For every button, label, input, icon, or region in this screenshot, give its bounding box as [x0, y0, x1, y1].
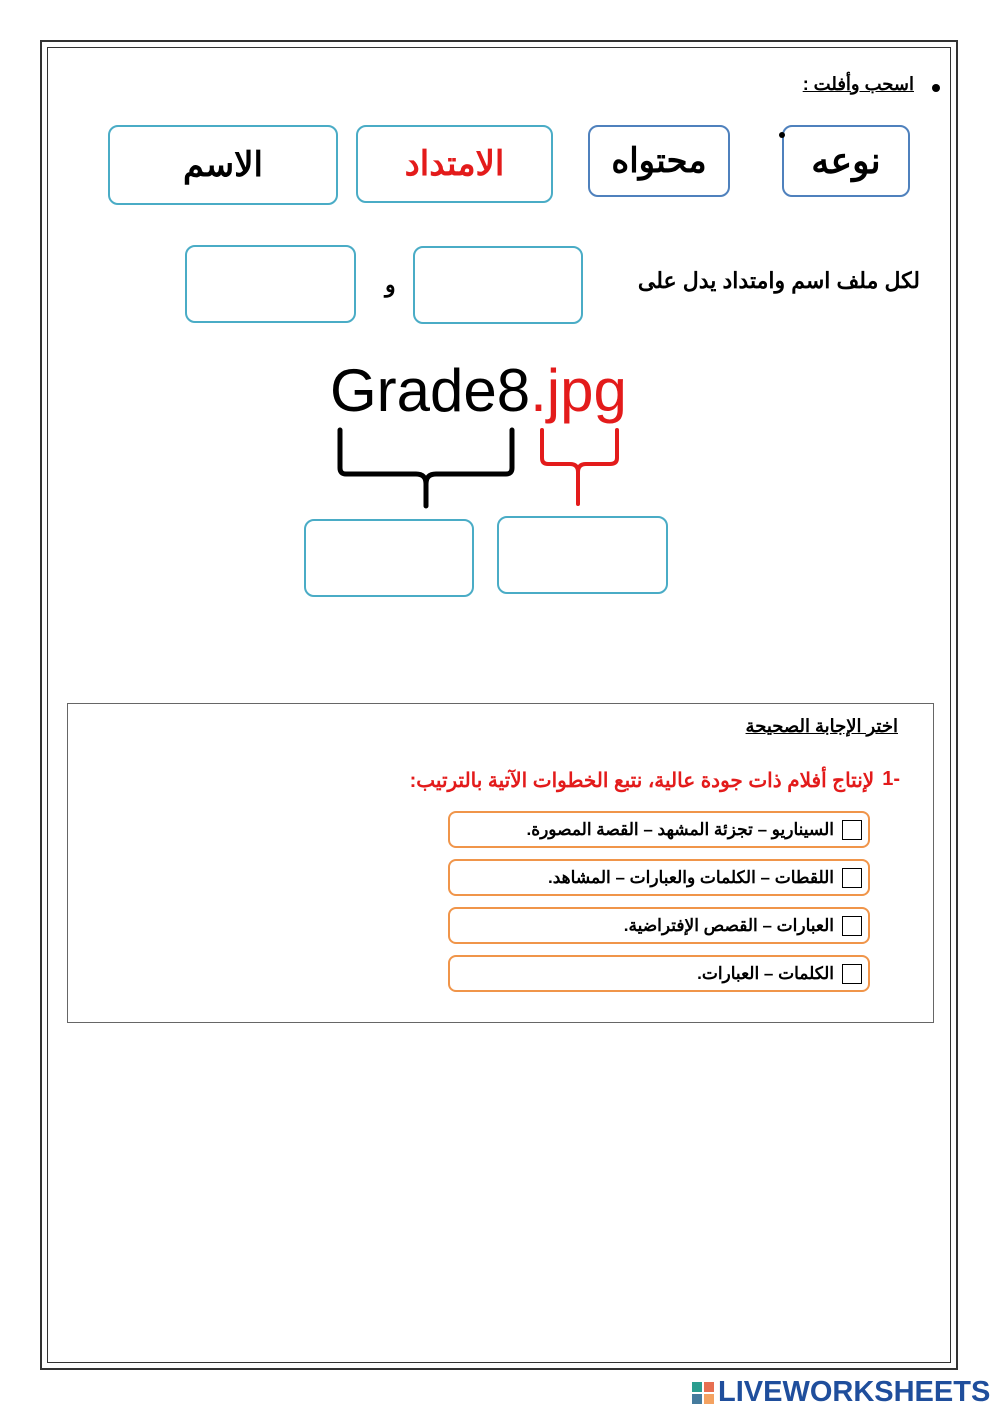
word-card-content[interactable]	[588, 125, 730, 197]
answer-option-4[interactable]	[448, 955, 870, 992]
brand-name: LIVEWORKSHEETS	[718, 1376, 991, 1408]
example-filename	[330, 358, 627, 424]
word-card-name[interactable]	[108, 125, 338, 205]
option-label: الكلمات – العبارات.	[697, 963, 834, 983]
logo-grid-icon	[692, 1382, 714, 1404]
name-brace	[340, 430, 512, 506]
quiz-title: اختر الإجابة الصحيحة	[745, 716, 898, 736]
word-card-type[interactable]	[782, 125, 910, 197]
filename-extension: .jpg	[530, 357, 627, 424]
word-card-label: الامتداد	[404, 145, 505, 183]
liveworksheets-logo	[692, 1376, 990, 1409]
word-card-label: نوعه	[811, 140, 881, 181]
extension-brace	[542, 430, 617, 504]
checkbox-icon[interactable]	[842, 916, 862, 936]
stray-dot	[779, 132, 785, 138]
drop-zone-extension[interactable]	[497, 516, 668, 594]
file-sentence: لكل ملف اسم وامتداد يدل على	[637, 268, 920, 293]
drop-zone-name[interactable]	[304, 519, 474, 597]
brace-diagram	[330, 424, 630, 514]
answer-option-1[interactable]	[448, 811, 870, 848]
word-card-extension[interactable]	[356, 125, 553, 203]
question-number: -1	[882, 768, 900, 790]
question-1	[410, 768, 900, 793]
checkbox-icon[interactable]	[842, 964, 862, 984]
drag-drop-heading: اسحب وأفلت :	[802, 74, 914, 94]
question-text: لإنتاج أفلام ذات جودة عالية، نتبع الخطوات الآتية بالترتيب:	[409, 770, 875, 792]
drop-zone-1[interactable]	[413, 246, 583, 324]
checkbox-icon[interactable]	[842, 820, 862, 840]
drop-zone-2[interactable]	[185, 245, 356, 323]
word-card-label: محتواه	[611, 142, 707, 180]
checkbox-icon[interactable]	[842, 868, 862, 888]
answer-option-2[interactable]	[448, 859, 870, 896]
option-label: العبارات – القصص الإفتراضية.	[623, 915, 834, 935]
bullet-icon	[932, 84, 940, 92]
option-label: اللقطات – الكلمات والعبارات – المشاهد.	[548, 867, 834, 887]
word-card-label: الاسم	[183, 146, 263, 184]
option-label: السيناريو – تجزئة المشهد – القصة المصورة.	[526, 819, 834, 839]
filename-base: Grade8	[330, 357, 531, 424]
answer-option-3[interactable]	[448, 907, 870, 944]
conjunction-text: و	[385, 272, 396, 297]
